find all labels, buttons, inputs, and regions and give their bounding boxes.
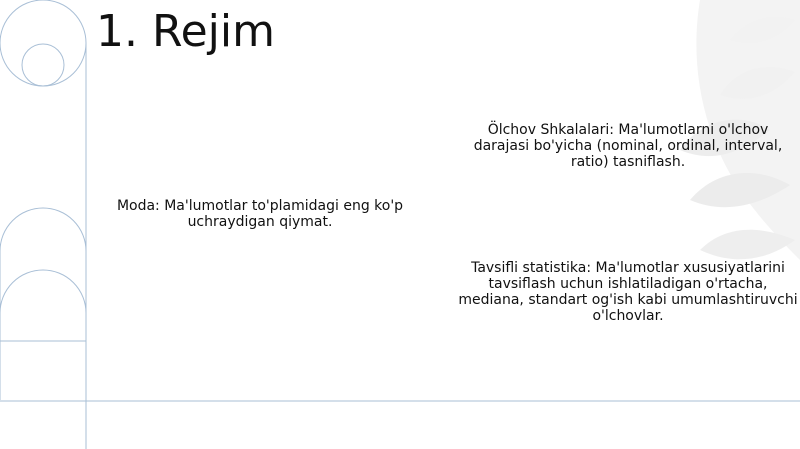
slide-title: 1. Rejim [96, 6, 275, 57]
tavsifli-definition: Tavsifli statistika: Ma'lumotlar xususiyatlarini tavsiflash uchun ishlatiladigan o'rtacha, mediana, standart og'ish kabi umumlashtiruvchi o'lchovlar. [458, 260, 798, 324]
olchov-definition: Ölchov Shkalalari: Ma'lumotlarni o'lchov darajasi bo'yicha (nominal, ordinal, interval, ratio) tasniflash. [473, 122, 783, 170]
lower-arch-outline [0, 270, 86, 313]
small-circle-outline [22, 44, 64, 86]
upper-arch-outline [0, 208, 86, 251]
large-circle-outline [0, 0, 86, 86]
moda-definition: Moda: Ma'lumotlar to'plamidagi eng ko'p uchraydigan qiymat. [116, 198, 404, 230]
